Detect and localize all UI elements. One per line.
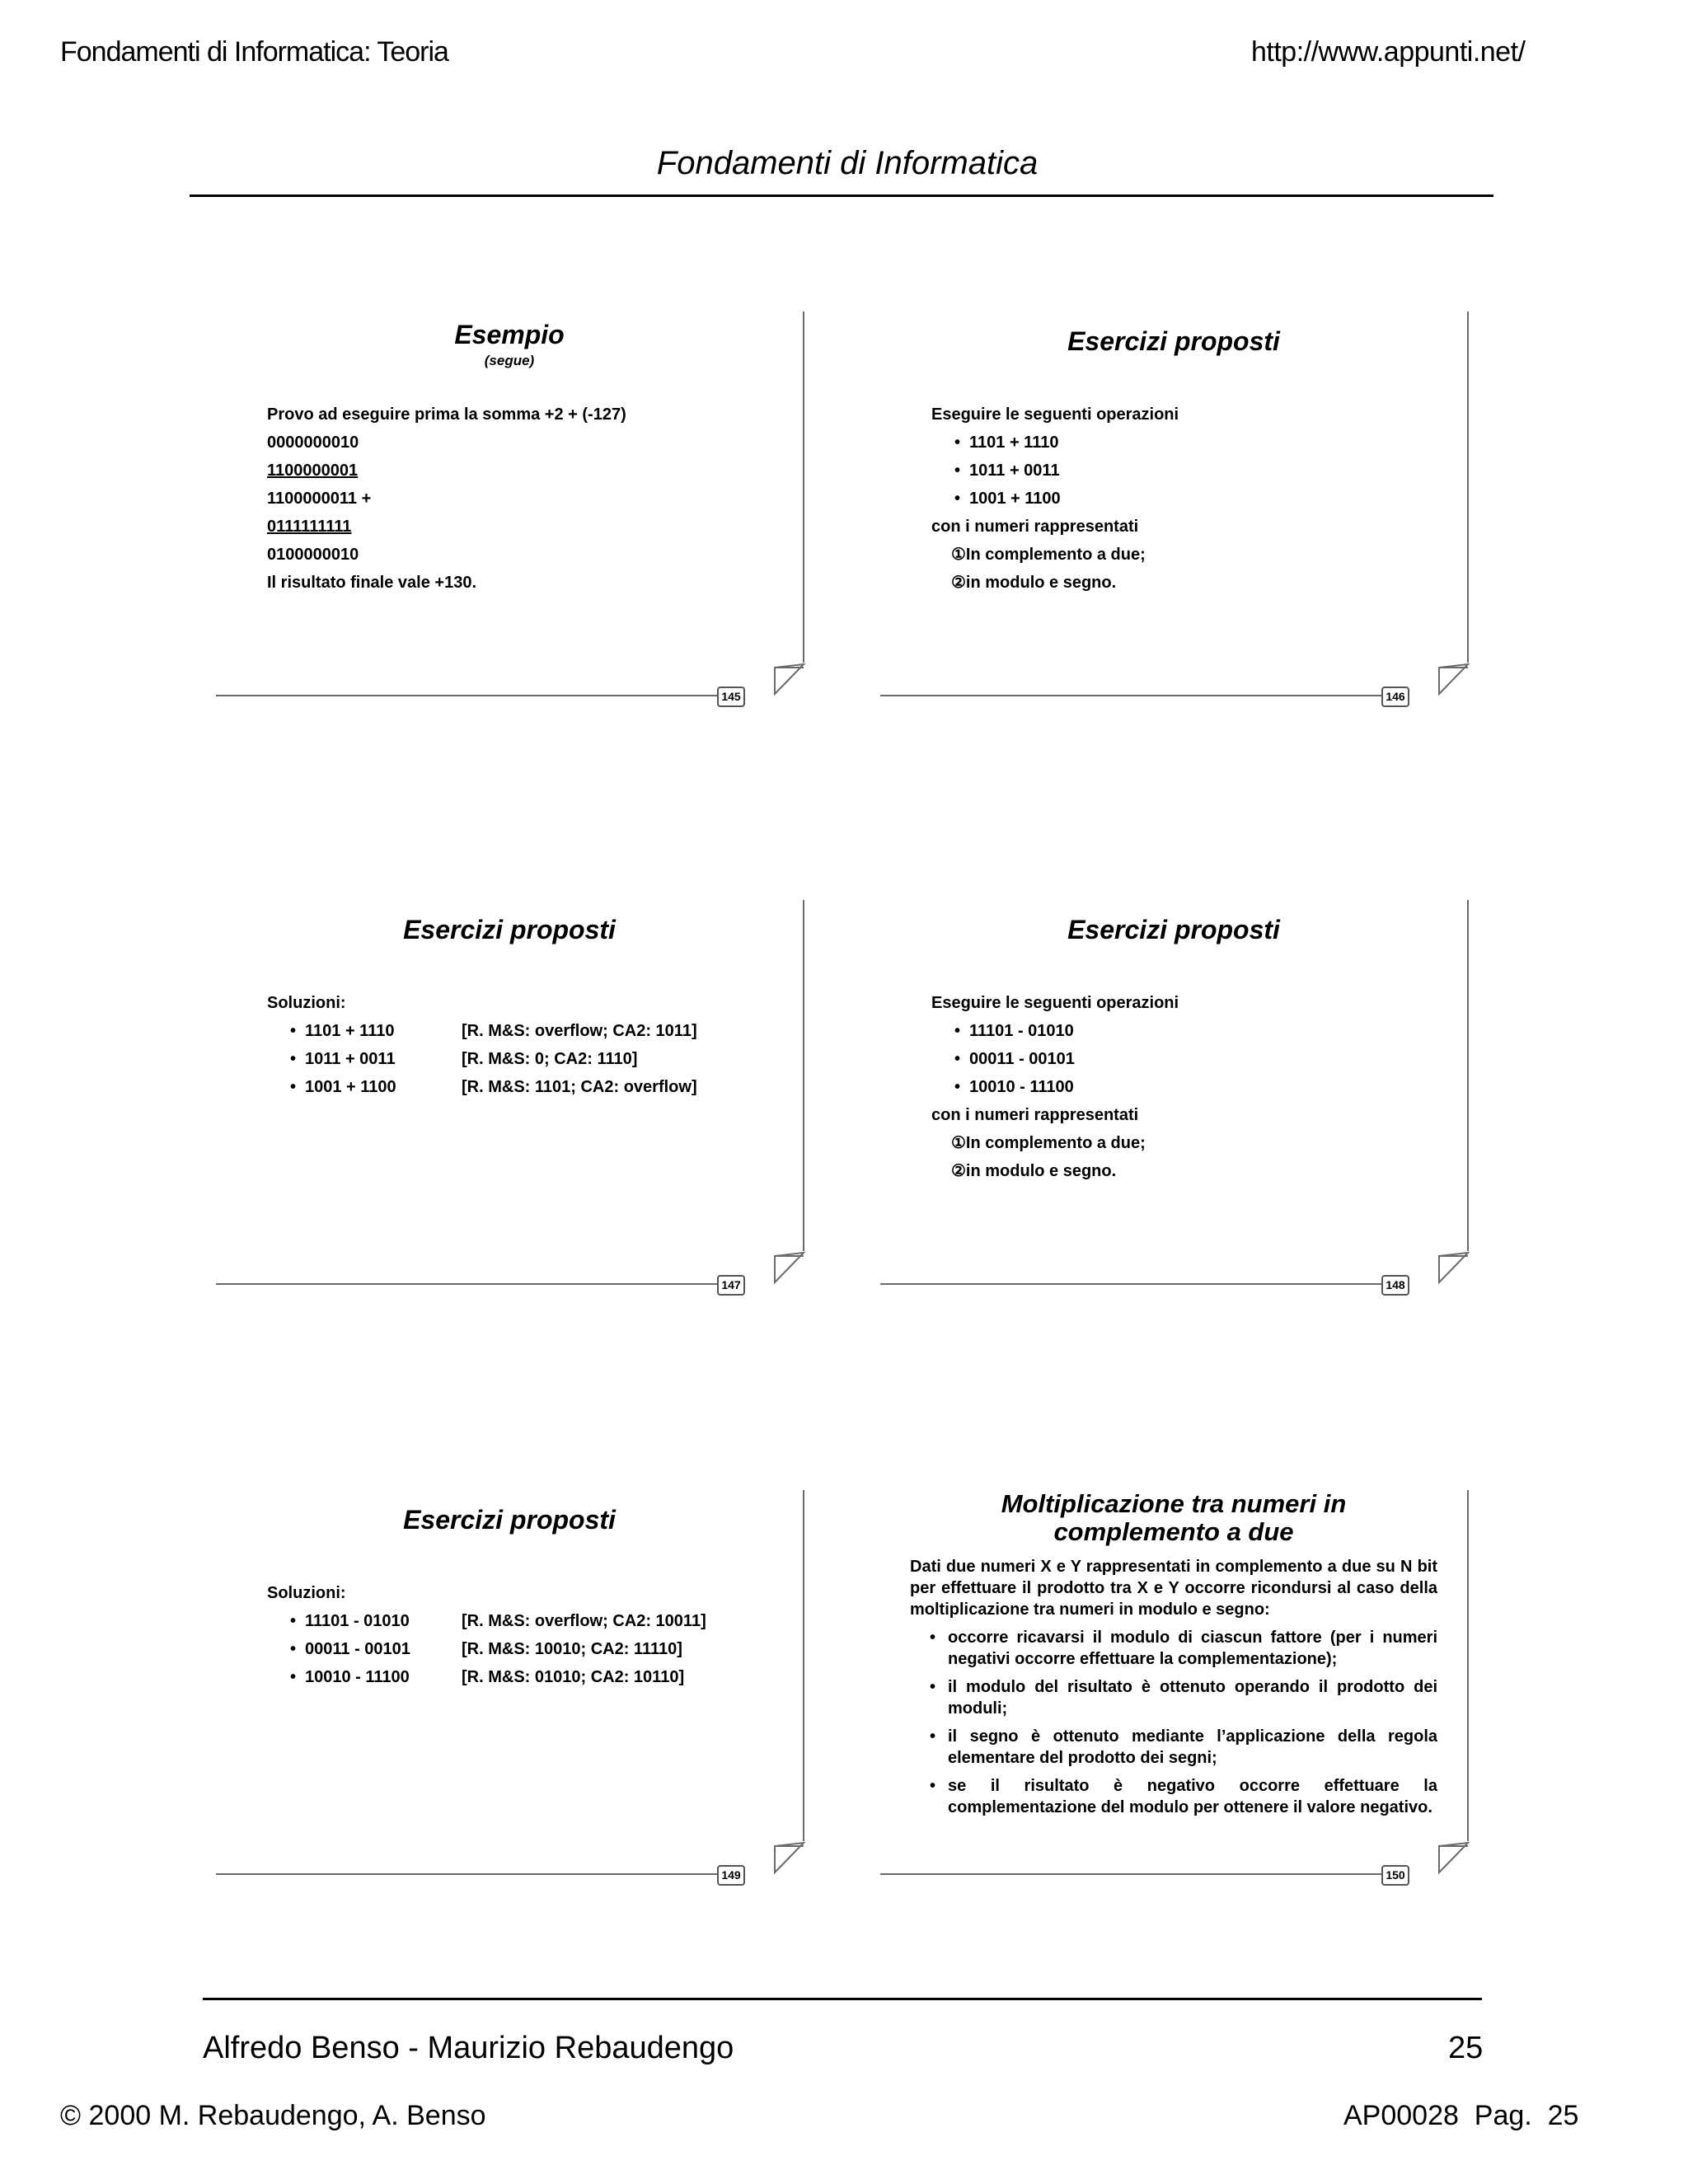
operation: 1011 + 0011 xyxy=(969,462,1060,480)
result-line: Il risultato finale vale +130. xyxy=(267,574,477,592)
operation: 1001 + 1100 xyxy=(305,1078,396,1096)
page-fold-icon xyxy=(773,1841,806,1876)
slide-frame-right xyxy=(803,1490,804,1841)
footer-page-number: 25 xyxy=(1448,2031,1484,2065)
operation: 00011 - 00101 xyxy=(305,1640,410,1658)
bullet-icon: • xyxy=(954,1078,961,1096)
slide-body xyxy=(267,1579,706,1691)
bullet-icon: • xyxy=(290,1050,297,1068)
bullet-icon: • xyxy=(290,1612,297,1630)
footer-authors: Alfredo Benso - Maurizio Rebaudengo xyxy=(203,2031,734,2065)
slide-number: 146 xyxy=(1381,687,1409,707)
operation: 11101 - 01010 xyxy=(305,1612,410,1630)
page-fold-icon xyxy=(773,1251,806,1286)
slide-frame-bottom xyxy=(880,1873,1383,1875)
slide-subtitle: (segue) xyxy=(484,353,535,368)
slide-body xyxy=(910,1556,1437,1825)
numbered-option: ②in modulo e segno. xyxy=(951,1162,1117,1180)
solution: [R. M&S: 0; CA2: 1110] xyxy=(462,1050,638,1068)
solution: [R. M&S: 1101; CA2: overflow] xyxy=(462,1078,697,1096)
binary-line: 0000000010 xyxy=(267,434,359,452)
slide-body xyxy=(267,401,626,597)
intro-text: Eseguire le seguenti operazioni xyxy=(931,994,1179,1012)
slide-150 xyxy=(880,1489,1525,1882)
slide-148 xyxy=(880,900,1525,1291)
bullet-icon: • xyxy=(930,1777,936,1795)
list-item xyxy=(910,1676,1437,1719)
slide-frame-right xyxy=(1467,900,1469,1251)
bullet-icon: • xyxy=(930,1727,936,1746)
header-divider xyxy=(190,194,1493,197)
slide-frame-right xyxy=(803,900,804,1251)
slide-number: 150 xyxy=(1381,1865,1409,1886)
bullet-icon: • xyxy=(290,1640,297,1658)
slide-body xyxy=(267,989,697,1101)
slide-frame-right xyxy=(1467,1490,1469,1841)
list-item xyxy=(931,1045,1179,1073)
list-item xyxy=(931,429,1179,457)
slide-number: 145 xyxy=(717,687,745,707)
slide-145 xyxy=(216,312,860,703)
list-item xyxy=(931,485,1179,513)
slide-title xyxy=(880,1490,1467,1546)
operation: 1101 + 1110 xyxy=(305,1022,395,1040)
bullet-icon: • xyxy=(290,1022,297,1040)
intro-text: Soluzioni: xyxy=(267,1584,346,1602)
document-title-text: Fondamenti di Informatica xyxy=(656,145,1039,181)
bullet-icon: • xyxy=(290,1668,297,1686)
intro-paragraph: Dati due numeri X e Y rappresentati in complemento a due su N bit per effettuare il prodotto tra X e Y occorre ricondursi al caso della moltiplicazione tra numeri in modulo e segno: xyxy=(910,1558,1437,1619)
list-item-text: se il risultato è negativo occorre effettuare la complementazione del modulo per ottenere il valore negativo. xyxy=(948,1777,1437,1816)
solution-row xyxy=(267,1017,697,1045)
page-fold-icon xyxy=(1437,1251,1470,1286)
page-fold-icon xyxy=(773,663,806,697)
bullet-icon: • xyxy=(930,1629,936,1647)
solution-row xyxy=(267,1045,697,1073)
slide-147 xyxy=(216,900,860,1291)
list-item xyxy=(910,1775,1437,1818)
header-course: Fondamenti di Informatica: Teoria xyxy=(60,36,448,68)
binary-line: 0111111111 xyxy=(267,518,352,536)
binary-line: 0100000010 xyxy=(267,546,359,564)
bullet-icon: • xyxy=(290,1078,297,1096)
header-url: http://www.appunti.net/ xyxy=(1251,36,1526,68)
slide-number: 147 xyxy=(717,1275,745,1296)
binary-line: 1100000011 + xyxy=(267,490,372,508)
solution: [R. M&S: 10010; CA2: 11110] xyxy=(462,1640,682,1658)
bullet-icon: • xyxy=(954,1022,961,1040)
slide-number: 149 xyxy=(717,1865,745,1886)
intro-text: Soluzioni: xyxy=(267,994,346,1012)
bullet-icon: • xyxy=(954,1050,961,1068)
slide-frame-bottom xyxy=(880,695,1383,696)
slide-number: 148 xyxy=(1381,1275,1409,1296)
list-item xyxy=(931,457,1179,485)
list-item xyxy=(910,1627,1437,1670)
solution-row xyxy=(267,1663,706,1691)
operation: 1101 + 1110 xyxy=(969,434,1059,452)
list-item xyxy=(910,1726,1437,1769)
slide-title: Esempio xyxy=(454,320,565,349)
slide-frame-bottom xyxy=(880,1283,1383,1285)
solution-row xyxy=(267,1607,706,1635)
operation: 10010 - 11100 xyxy=(305,1668,410,1686)
copyright: © 2000 M. Rebaudengo, A. Benso xyxy=(60,2100,486,2131)
operation: 1001 + 1100 xyxy=(969,490,1061,508)
operation: 1011 + 0011 xyxy=(305,1050,396,1068)
slide-149 xyxy=(216,1490,860,1882)
bullet-list xyxy=(910,1627,1437,1818)
bullet-icon: • xyxy=(954,462,961,480)
slide-body xyxy=(931,989,1179,1185)
slide-frame-right xyxy=(1467,312,1469,663)
page-fold-icon xyxy=(1437,663,1470,697)
binary-line: 1100000001 xyxy=(267,462,359,480)
list-item-text: il modulo del risultato è ottenuto operando il prodotto dei moduli; xyxy=(948,1678,1437,1718)
numbered-option: ②in modulo e segno. xyxy=(951,574,1117,592)
document-title xyxy=(0,145,1688,182)
slide-title: Esercizi proposti xyxy=(1067,326,1280,356)
slide-frame-right xyxy=(803,312,804,663)
slide-frame-bottom xyxy=(216,695,719,696)
slide-title: Esercizi proposti xyxy=(1067,915,1280,944)
numbered-option: ①In complemento a due; xyxy=(951,1134,1146,1152)
slide-frame-bottom xyxy=(216,1873,719,1875)
after-text: con i numeri rappresentati xyxy=(931,1106,1139,1124)
operation: 11101 - 01010 xyxy=(969,1022,1074,1040)
numbered-option: ①In complemento a due; xyxy=(951,546,1146,564)
list-item-text: il segno è ottenuto mediante l’applicazione della regola elementare del prodotto dei segni; xyxy=(948,1727,1437,1767)
bullet-icon: • xyxy=(954,490,961,508)
solution: [R. M&S: overflow; CA2: 10011] xyxy=(462,1612,706,1630)
bullet-icon: • xyxy=(954,434,961,452)
list-item xyxy=(931,1073,1179,1101)
solution: [R. M&S: 01010; CA2: 10110] xyxy=(462,1668,685,1686)
slide-146 xyxy=(880,312,1525,703)
page-fold-icon xyxy=(1437,1841,1470,1876)
slide-title: Esercizi proposti xyxy=(403,1505,616,1535)
list-item xyxy=(931,1017,1179,1045)
operation: 10010 - 11100 xyxy=(969,1078,1074,1096)
slide-body xyxy=(931,401,1179,597)
text-line: Provo ad eseguire prima la somma +2 + (-127) xyxy=(267,405,626,424)
slide-title-line: complemento a due xyxy=(1053,1517,1294,1546)
solution-row xyxy=(267,1073,697,1101)
intro-text: Eseguire le seguenti operazioni xyxy=(931,405,1179,424)
slide-title: Esercizi proposti xyxy=(403,915,616,944)
solution: [R. M&S: overflow; CA2: 1011] xyxy=(462,1022,697,1040)
slide-frame-bottom xyxy=(216,1283,719,1285)
document-code: AP00028 Pag. 25 xyxy=(1343,2100,1579,2131)
solution-row xyxy=(267,1635,706,1663)
footer-divider xyxy=(203,1998,1482,2000)
slide-title-line: Moltiplicazione tra numeri in xyxy=(1001,1489,1347,1518)
after-text: con i numeri rappresentati xyxy=(931,518,1139,536)
list-item-text: occorre ricavarsi il modulo di ciascun fattore (per i numeri negativi occorre effettuare la complementazione); xyxy=(948,1629,1437,1668)
operation: 00011 - 00101 xyxy=(969,1050,1075,1068)
bullet-icon: • xyxy=(930,1678,936,1696)
